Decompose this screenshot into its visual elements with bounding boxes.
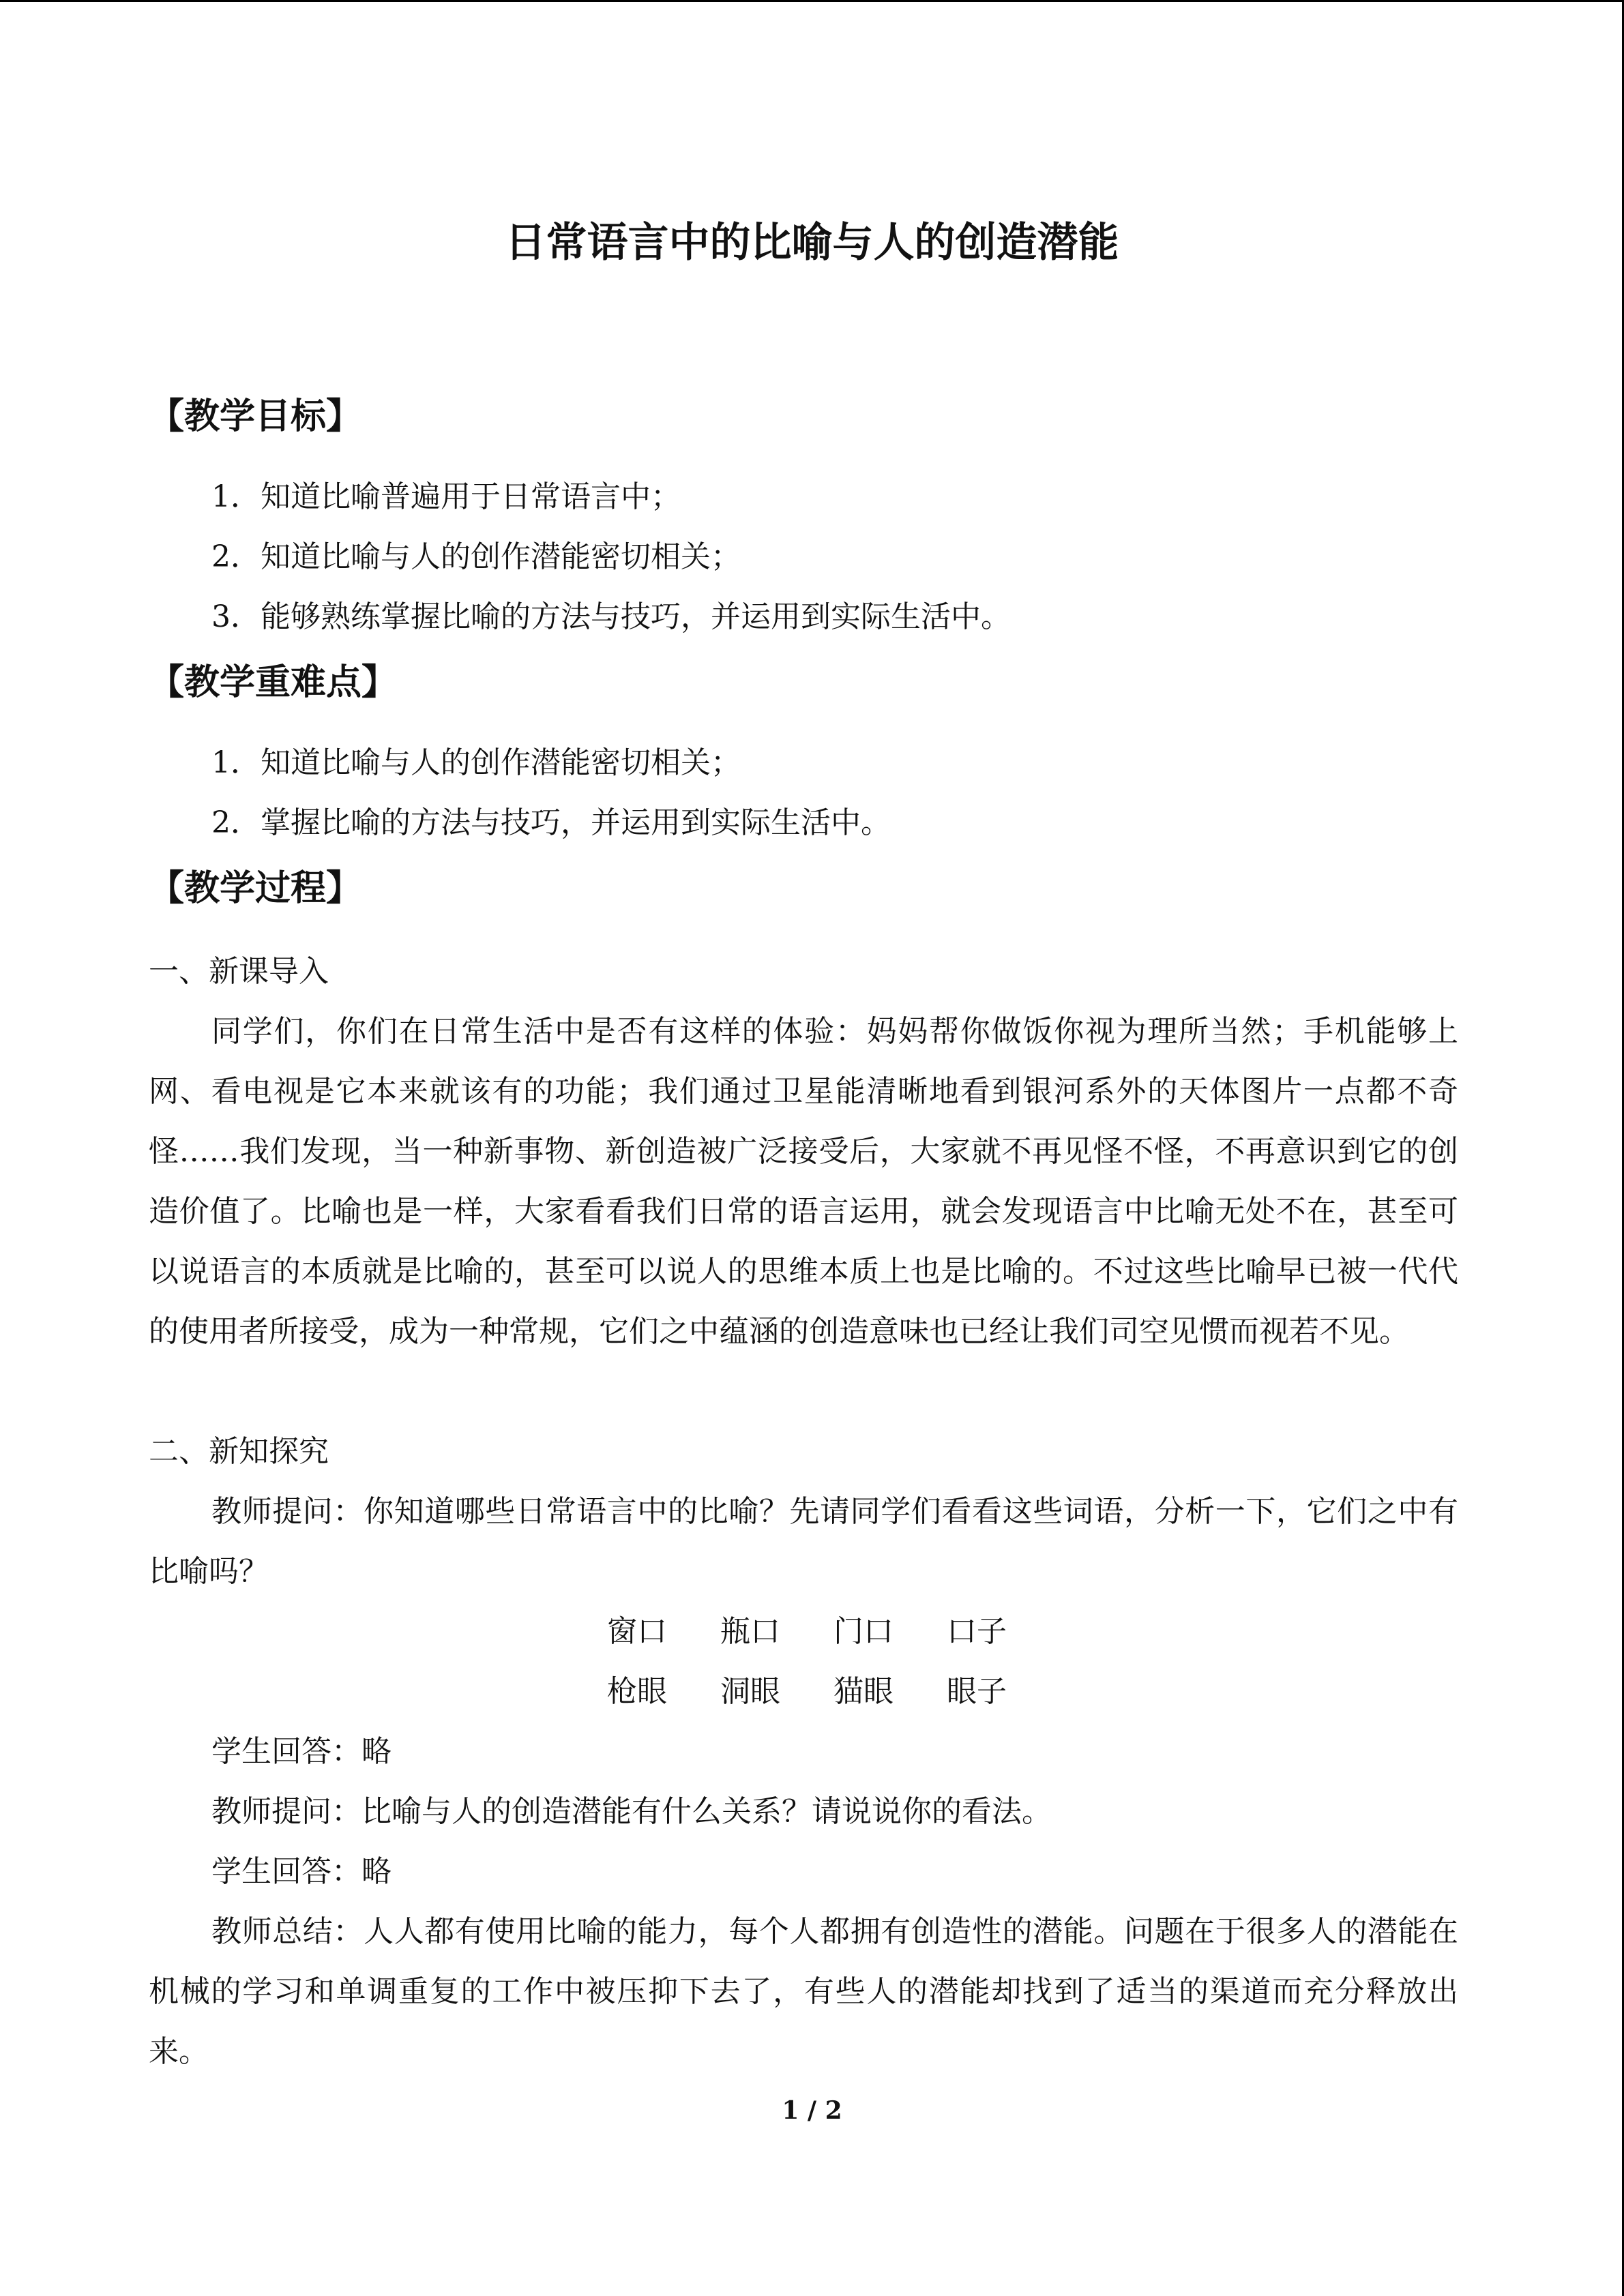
teacher-question-2: 教师提问：比喻与人的创造潜能有什么关系？请说说你的看法。 <box>211 1794 1052 1829</box>
objective-item-1: 1．知道比喻普遍用于日常语言中； <box>211 479 681 514</box>
word-row-1 <box>607 1602 1060 1662</box>
part1-title: 一、新课导入 <box>149 954 329 989</box>
process-heading: 【教学过程】 <box>149 867 362 909</box>
objective-item-3: 3．能够熟练掌握比喻的方法与技巧，并运用到实际生活中。 <box>211 599 1011 634</box>
part2-title: 二、新知探究 <box>149 1434 329 1469</box>
objective-item-2: 2．知道比喻与人的创作潜能密切相关； <box>211 539 741 574</box>
document-title: 日常语言中的比喻与人的创造潜能 <box>505 219 1119 267</box>
student-answer-1: 学生回答：略 <box>211 1734 392 1769</box>
objectives-heading: 【教学目标】 <box>149 396 362 437</box>
word-item: 口子 <box>947 1614 1007 1649</box>
key-points-heading: 【教学重难点】 <box>149 661 398 703</box>
word-item: 枪眼 <box>607 1674 667 1709</box>
student-answer-2: 学生回答：略 <box>211 1854 392 1889</box>
page-number: 1 / 2 <box>782 2096 842 2125</box>
word-item: 瓶口 <box>720 1614 780 1649</box>
intro-paragraph: 同学们，你们在日常生活中是否有这样的体验：妈妈帮你做饭你视为理所当然；手机能够上网、看电视是它本来就该有的功能；我们通过卫星能清晰地看到银河系外的天体图片一点都不奇怪……我们发现，当一种新事物、新创造被广泛接受后，大家就不再见怪不怪，不再意识到它的创造价值了。比喻也是一样，大家看看我们日常的语言运用，就会发现语言中比喻无处不在，甚至可以说语言的本质就是比喻的，甚至可以说人的思维本质上也是比喻的。不过这些比喻早已被一代代的使用者所接受，成为一种常规，它们之中蕴涵的创造意味也已经让我们司空见惯而视若不见。 <box>149 1014 1458 1349</box>
word-item: 猫眼 <box>833 1674 894 1709</box>
word-item: 窗口 <box>607 1614 667 1649</box>
word-row-2 <box>607 1662 1060 1722</box>
word-item: 眼子 <box>947 1674 1007 1709</box>
word-item: 洞眼 <box>720 1674 780 1709</box>
key-point-item-2: 2．掌握比喻的方法与技巧，并运用到实际生活中。 <box>211 805 891 840</box>
teacher-question-1: 教师提问：你知道哪些日常语言中的比喻？先请同学们看看这些词语，分析一下，它们之中有比喻吗？ <box>149 1494 1458 1589</box>
teacher-summary: 教师总结：人人都有使用比喻的能力，每个人都拥有创造性的潜能。问题在于很多人的潜能在机械的学习和单调重复的工作中被压抑下去了，有些人的潜能却找到了适当的渠道而充分释放出来。 <box>149 1914 1458 2069</box>
key-point-item-1: 1．知道比喻与人的创作潜能密切相关； <box>211 745 741 780</box>
word-item: 门口 <box>833 1614 894 1649</box>
